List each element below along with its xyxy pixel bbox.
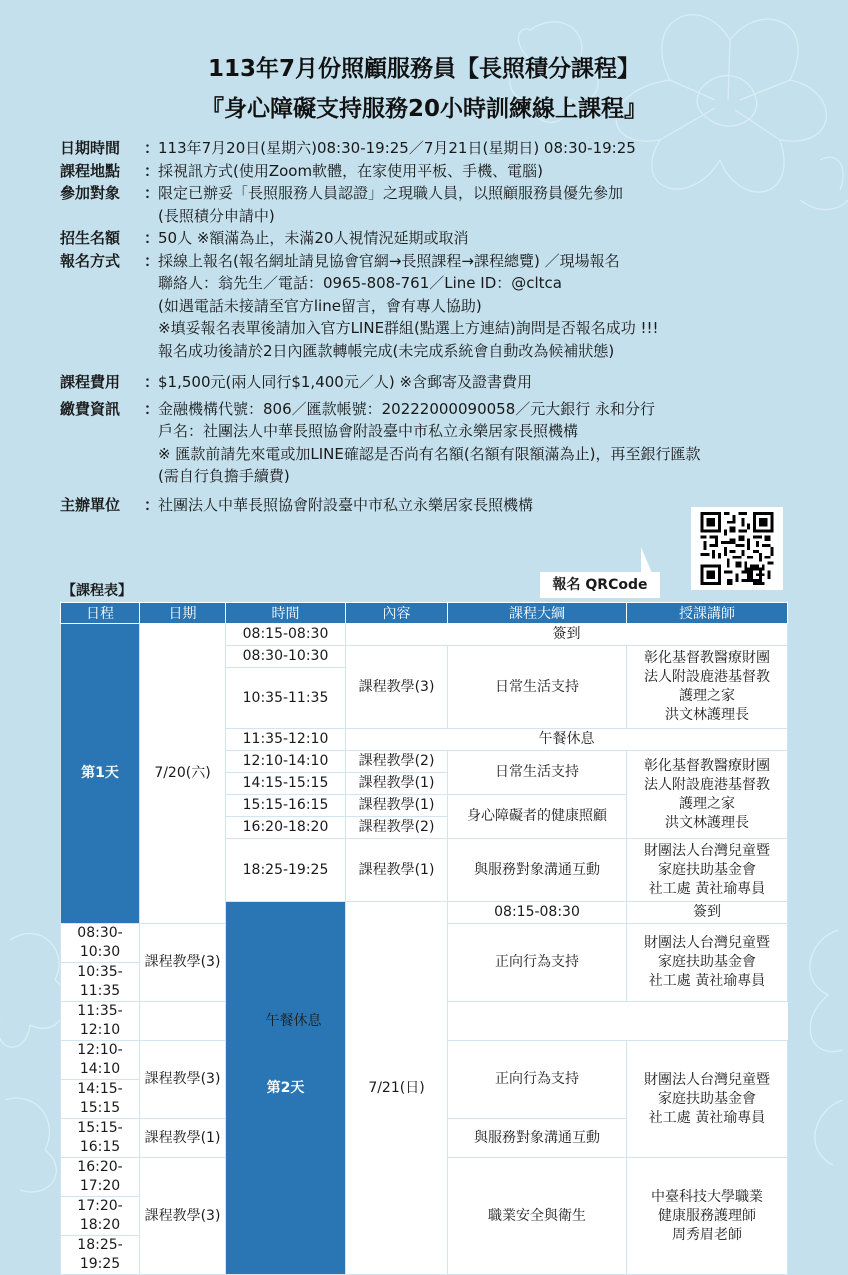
content-cell: 課程教學(1)	[346, 773, 448, 795]
info-value: 金融機構代號：806／匯款帳號：20222000090058／元大銀行 永和分行 戶名：社團法人中華長照協會附設臺中市私立永樂居家長照機構 ※ 匯款前請先來電或加LINE確認是否尚有名額(名額有限額滿為止)，再至銀行匯款 (需自行負擔手續費)	[158, 399, 701, 485]
info-label: 課程地點	[60, 161, 121, 180]
page-subtitle: 『身心障礙支持服務20小時訓練線上課程』	[200, 96, 647, 122]
time-cell: 18:25-19:25	[61, 1236, 140, 1275]
time-cell: 15:15-16:15	[226, 795, 346, 817]
time-cell: 08:15-08:30	[448, 902, 627, 924]
lunch-cell: 午餐休息	[140, 1002, 448, 1041]
course-info	[60, 137, 800, 516]
time-cell: 11:35-12:10	[61, 1002, 140, 1041]
info-signup-row: 報名方式 ： 採線上報名(報名網址請見協會官網→長照課程→課程總覽) ／現場報名 聯絡人：翁先生／電話：0965-808-761／Line ID：@cltca (如遇電話未接請至官方line留言，會有專人協助) ※填妥報名表單後請加入官方LINE群組(點選上方連結)詢問是否報名成功 !!! 報名成功後請於2日內匯款轉帳完成(未完成系統會自動改為候補狀態)	[60, 250, 800, 363]
time-cell: 08:30-10:30	[61, 924, 140, 963]
header-cell: 日期	[140, 603, 226, 624]
info-label: 招生名額	[60, 229, 121, 247]
info-organizer-row: 主辦單位 ： 社團法人中華長照協會附設臺中市私立永樂居家長照機構	[60, 494, 800, 517]
table-row	[61, 1002, 788, 1041]
signup-qrcode[interactable]	[691, 507, 783, 590]
time-cell: 10:35-11:35	[226, 668, 346, 729]
content-cell: 課程教學(3)	[346, 646, 448, 729]
time-cell: 14:15-15:15	[61, 1080, 140, 1119]
content-cell: 課程教學(3)	[140, 924, 226, 1002]
time-cell: 18:25-19:25	[226, 839, 346, 902]
header-cell: 日程	[61, 603, 140, 624]
instructor-cell: 財團法人台灣兒童暨 家庭扶助基金會 社工處 黃社瑜專員	[627, 924, 788, 1002]
page-title: 113年7月份照顧服務員【長照積分課程】	[207, 56, 640, 82]
info-fee-row: 課程費用 ： $1,500元(兩人同行$1,400元／人) ※含郵寄及證書費用	[60, 371, 800, 394]
schedule-title: 【課程表】	[62, 583, 132, 599]
qr-label: 報名 QRCode	[540, 572, 660, 598]
info-label: 課程費用	[60, 373, 121, 391]
info-label: 主辦單位	[60, 495, 121, 514]
instructor-cell: 彰化基督教醫療財團 法人附設鹿港基督教 護理之家 洪文林護理長	[627, 646, 788, 729]
table-row	[61, 624, 788, 646]
instructor-cell: 財團法人台灣兒童暨 家庭扶助基金會 社工處 黃社瑜專員	[627, 1041, 788, 1158]
content-cell: 課程教學(2)	[346, 817, 448, 839]
instructor-cell: 中臺科技大學職業 健康服務護理師 周秀眉老師	[627, 1158, 788, 1275]
info-label: 日期時間	[60, 139, 121, 157]
outline-cell: 職業安全與衛生	[448, 1158, 627, 1275]
info-place-row: 課程地點 ： 採視訊方式(使用Zoom軟體，在家使用平板、手機、電腦)	[60, 160, 800, 183]
info-quota-row: 招生名額 ： 50人 ※額滿為止，未滿20人視情況延期或取消	[60, 227, 800, 250]
info-label: 繳費資訊	[60, 399, 121, 418]
outline-cell: 與服務對象溝通互動	[448, 839, 627, 902]
outline-cell: 日常生活支持	[448, 646, 627, 729]
flower-decoration-bottom-right	[788, 900, 848, 1200]
checkin-cell: 簽到	[346, 624, 788, 646]
time-cell: 12:10-14:10	[61, 1041, 140, 1080]
lunch-cell: 午餐休息	[346, 729, 788, 751]
day-cell: 第1天	[61, 624, 140, 924]
header-cell: 內容	[346, 603, 448, 624]
content-cell: 課程教學(3)	[140, 1041, 226, 1119]
time-cell: 12:10-14:10	[226, 751, 346, 773]
outline-cell: 身心障礙者的健康照顧	[448, 795, 627, 839]
outline-cell: 日常生活支持	[448, 751, 627, 795]
header-cell: 時間	[226, 603, 346, 624]
time-cell: 08:30-10:30	[226, 646, 346, 668]
qrcode-image	[700, 512, 774, 585]
instructor-cell: 財團法人台灣兒童暨 家庭扶助基金會 社工處 黃社瑜專員	[627, 839, 788, 902]
info-date-row: 日期時間 ： 113年7月20日(星期六)08:30-19:25／7月21日(星期日) 08:30-19:25	[60, 137, 800, 160]
info-value: 限定已辦妥「長照服務人員認證」之現職人員，以照顧服務員優先參加 (長照積分申請中)	[158, 184, 624, 225]
time-cell: 14:15-15:15	[226, 773, 346, 795]
time-cell: 10:35-11:35	[61, 963, 140, 1002]
time-cell: 11:35-12:10	[226, 729, 346, 751]
info-label: 報名方式	[60, 251, 121, 270]
info-payment-row: 繳費資訊 ： 金融機構代號：806／匯款帳號：20222000090058／元大銀行 永和分行 戶名：社團法人中華長照協會附設臺中市私立永樂居家長照機構 ※ 匯款前請先來電或加LINE確認是否尚有名額(名額有限額滿為止)，再至銀行匯款 (需自行負擔手續費)	[60, 398, 800, 488]
time-cell: 08:15-08:30	[226, 624, 346, 646]
info-value: 社團法人中華長照協會附設臺中市私立永樂居家長照機構	[158, 495, 534, 514]
content-cell: 課程教學(1)	[346, 795, 448, 817]
date-cell: 7/20(六)	[140, 624, 226, 924]
info-label: 參加對象	[60, 184, 121, 202]
content-cell: 課程教學(3)	[140, 1158, 226, 1275]
content-cell: 課程教學(1)	[140, 1119, 226, 1158]
content-cell: 課程教學(2)	[346, 751, 448, 773]
qr-pointer	[641, 547, 652, 573]
time-cell: 16:20-18:20	[226, 817, 346, 839]
instructor-cell: 彰化基督教醫療財團 法人附設鹿港基督教 護理之家 洪文林護理長	[627, 751, 788, 839]
date-cell: 7/21(日)	[346, 902, 448, 1275]
time-cell: 17:20-18:20	[61, 1197, 140, 1236]
info-target-row: 參加對象 ： 限定已辦妥「長照服務人員認證」之現職人員，以照顧服務員優先參加 (長照積分申請中)	[60, 182, 800, 227]
time-cell: 15:15-16:15	[61, 1119, 140, 1158]
checkin-cell: 簽到	[627, 902, 788, 924]
outline-cell: 正向行為支持	[448, 1041, 627, 1119]
outline-cell: 與服務對象溝通互動	[448, 1119, 627, 1158]
time-cell: 16:20-17:20	[61, 1158, 140, 1197]
schedule-table	[60, 602, 788, 1275]
info-value: 50人 ※額滿為止，未滿20人視情況延期或取消	[158, 229, 469, 247]
content-cell: 課程教學(1)	[346, 839, 448, 902]
info-value: 採線上報名(報名網址請見協會官網→長照課程→課程總覽) ／現場報名 聯絡人：翁先生／電話：0965-808-761／Line ID：@cltca (如遇電話未接請至官方line留言，會有專人協助) ※填妥報名表單後請加入官方LINE群組(點選上方連結)詢問是否報名成功 !!! 報名成功後請於2日內匯款轉帳完成(未完成系統會自動改為候補狀態)	[158, 251, 659, 360]
header-cell: 授課講師	[627, 603, 788, 624]
table-header-row	[61, 603, 788, 624]
header-cell: 課程大綱	[448, 603, 627, 624]
info-value: 113年7月20日(星期六)08:30-19:25／7月21日(星期日) 08:30-19:25	[158, 139, 636, 157]
outline-cell: 正向行為支持	[448, 924, 627, 1002]
info-value: $1,500元(兩人同行$1,400元／人) ※含郵寄及證書費用	[158, 373, 533, 391]
info-value: 採視訊方式(使用Zoom軟體，在家使用平板、手機、電腦)	[158, 161, 543, 180]
day-cell: 第2天	[226, 902, 346, 1275]
